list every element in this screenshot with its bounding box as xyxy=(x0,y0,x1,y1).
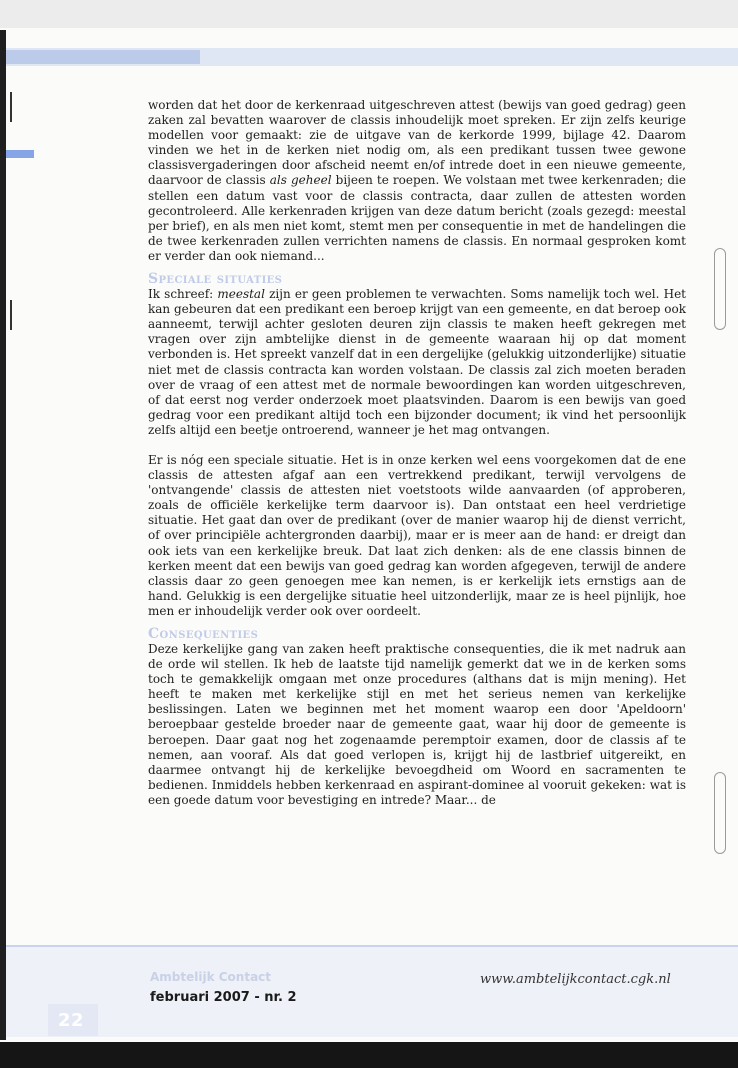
section-heading-speciale-situaties: Speciale situaties xyxy=(148,271,283,288)
binding-spine xyxy=(0,30,6,1040)
margin-marker xyxy=(6,150,34,158)
paragraph: Er is nóg een speciale situatie. Het is in onze kerken wel eens voorgekomen dat de ene classis de attesten afgaf aan een vertrekkend predikant, terwijl vervolgens de 'ontvangende' classis de attesten niet voetstoots wilde aanvaarden (of approberen, zoals de officiële kerkelijke term daarvoor is). Dan ontstaat een heel verdrietige situatie. Het gaat dan over de predikant (over de manier waarop hij de dienst verricht, of over principiële achtergronden daarbij), maar er is meer aan de hand: er dreigt dan ook iets van een kerkelijke breuk. Dat laat zich denken: als de ene classis binnen de kerken meent dat een bewijs van goed gedrag kan worden afgegeven, terwijl de andere classis daar zo geen genoegen mee kan nemen, is er kerkelijk iets ernstigs aan de hand. Gelukkig is een dergelijke situatie heel uitzonderlijk, maar ze is heel pijnlijk, hoe men er inhoudelijk verder ook over oordeelt. xyxy=(148,452,686,618)
scan-bottom-edge xyxy=(0,1042,738,1068)
footer-band xyxy=(6,945,738,1037)
article-body xyxy=(148,98,686,808)
header-accent-stripe xyxy=(0,50,200,64)
margin-tick xyxy=(10,92,12,122)
paper-clip-icon xyxy=(714,248,726,330)
margin-tick xyxy=(10,300,12,330)
paper-clip-icon xyxy=(714,772,726,854)
paragraph: Deze kerkelijke gang van zaken heeft praktische consequenties, die ik met nadruk aan de orde wil stellen. Ik heb de laatste tijd namelijk gemerkt dat we in de kerken soms toch te gemakkelijk omgaan met onze procedures (althans dat is mijn mening). Het heeft te maken met kerkelijke stijl en met het serieus nemen van kerkelijke beslissingen. Laten we beginnen met het moment waarop een door 'Apeldoorn' beroepbaar gestelde broeder naar de gemeente gaat, waar hij door de gemeente is beroepen. Daar gaat nog het zogenaamde peremptoir examen, door de classis af te nemen, aan vooraf. Als dat goed verlopen is, krijgt hij de lastbrief uitgereikt, en daarmee ontvangt hij de kerkelijke bevoegdheid om Woord en sacramenten te bedienen. Inmiddels hebben kerkenraad en aspirant-dominee al vooruit gekeken: wat is een goede datum voor bevestiging en intrede? Maar... de xyxy=(148,642,686,807)
scan-top-edge xyxy=(0,0,738,28)
footer-divider xyxy=(6,945,738,947)
page-number: 22 xyxy=(58,1010,85,1031)
paragraph: worden dat het door de kerkenraad uitgeschreven attest (bewijs van goed gedrag) geen zaken zal bevatten waarover de classis inhoudelijk moet spreken. Er zijn zelfs keurige modellen voor gemaakt: zie de uitgave van de kerkorde 1999, bijlage 42. Daarom vinden we het in de kerken niet nodig om, als een predikant tussen twee gewone classisvergaderingen door afscheid neemt en/of intrede doet in een nieuwe gemeente, daarvoor de classis als geheel bijeen te roepen. We volstaan met twee kerkenraden; die stellen een datum vast voor de classis contracta, daar zullen de attesten worden gecontroleerd. Alle kerkenraden krijgen van deze datum bericht (zoals gezegd: meestal per brief), en als men niet komt, stemt men per consequentie in met de handelingen die de twee kerkenraden zullen verrichten namens de classis. En normaal gesproken komt er verder dan ook niemand... xyxy=(148,98,686,263)
paragraph: Ik schreef: meestal zijn er geen problemen te verwachten. Soms namelijk toch wel. Het kan gebeuren dat een predikant een beroep krijgt van een gemeente, en dat beroep ook aanneemt, terwijl achter gesloten deuren zijn classis te maken heeft gekregen met vragen over zijn ambtelijke dienst in de gemeente waaraan hij op dat moment verbonden is. Het spreekt vanzelf dat in een dergelijke (gelukkig uitzonderlijke) situatie niet met de classis contracta kan worden volstaan. De classis zal zich moeten beraden over de vraag of een attest met de normale bewoordingen kan worden uitgeschreven, of dat eerst nog verder onderzoek moet plaatsvinden. Daarom is een bewijs van goed gedrag voor een predikant altijd toch een bijzonder document; ik vind het persoonlijk zelfs altijd een beetje ontroerend, wanneer je het mag ontvangen. xyxy=(148,287,686,437)
section-heading-consequenties: Consequenties xyxy=(148,626,259,642)
website-url: www.ambtelijkcontact.cgk.nl xyxy=(480,972,671,987)
issue-label: februari 2007 - nr. 2 xyxy=(150,990,297,1005)
magazine-name: Ambtelijk Contact xyxy=(150,970,272,984)
